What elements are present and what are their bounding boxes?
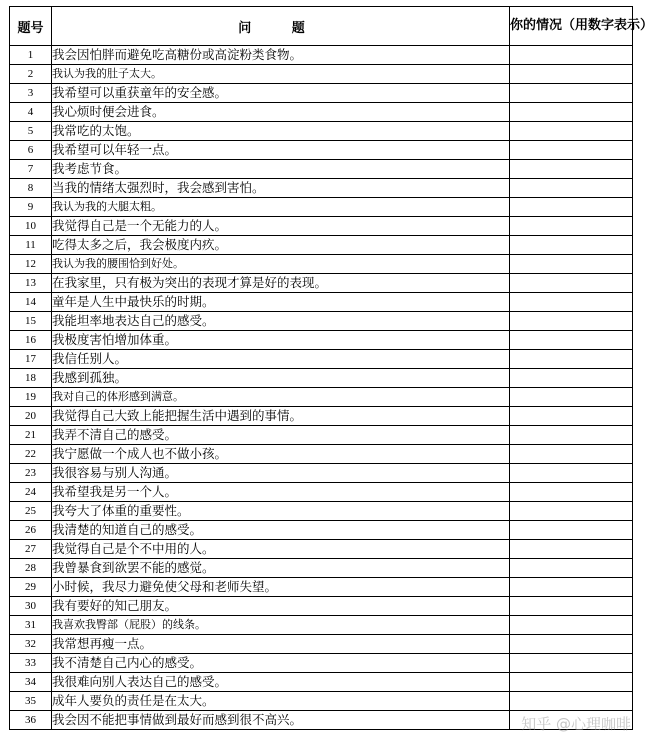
question-text: 我弄不清自己的感受。 (52, 426, 510, 445)
answer-cell[interactable] (510, 84, 633, 103)
table-row (10, 331, 633, 350)
table-row (10, 692, 633, 711)
question-text: 我对自己的体形感到满意。 (52, 388, 510, 407)
table-row (10, 388, 633, 407)
answer-cell[interactable] (510, 445, 633, 464)
question-number: 21 (10, 426, 52, 445)
table-row (10, 217, 633, 236)
answer-cell[interactable] (510, 578, 633, 597)
question-rows (10, 46, 633, 730)
header-question: 问 题 (52, 7, 510, 46)
answer-cell[interactable] (510, 654, 633, 673)
question-text: 我常吃的太饱。 (52, 122, 510, 141)
question-text: 我宁愿做一个成人也不做小孩。 (52, 445, 510, 464)
table-row (10, 369, 633, 388)
question-text: 我认为我的腰围恰到好处。 (52, 255, 510, 274)
table-row (10, 616, 633, 635)
question-text: 我心烦时便会进食。 (52, 103, 510, 122)
answer-cell[interactable] (510, 141, 633, 160)
question-text: 我很难向别人表达自己的感受。 (52, 673, 510, 692)
question-text: 我觉得自己是一个无能力的人。 (52, 217, 510, 236)
table-row (10, 198, 633, 217)
table-row (10, 654, 633, 673)
header-number: 题号 (10, 7, 52, 46)
question-text: 我能坦率地表达自己的感受。 (52, 312, 510, 331)
table-row (10, 673, 633, 692)
answer-cell[interactable] (510, 312, 633, 331)
questionnaire-table (9, 6, 653, 730)
answer-cell[interactable] (510, 350, 633, 369)
question-number: 33 (10, 654, 52, 673)
answer-cell[interactable] (510, 217, 633, 236)
table-row (10, 65, 633, 84)
answer-cell[interactable] (510, 274, 633, 293)
answer-cell[interactable] (510, 521, 633, 540)
question-text: 我希望可以年轻一点。 (52, 141, 510, 160)
answer-cell[interactable] (510, 103, 633, 122)
answer-cell[interactable] (510, 369, 633, 388)
answer-cell[interactable] (510, 502, 633, 521)
question-number: 2 (10, 65, 52, 84)
question-text: 我觉得自己是个不中用的人。 (52, 540, 510, 559)
question-number: 5 (10, 122, 52, 141)
question-text: 我很容易与别人沟通。 (52, 464, 510, 483)
question-number: 13 (10, 274, 52, 293)
question-text: 我考虑节食。 (52, 160, 510, 179)
question-text: 小时候，我尽力避免使父母和老师失望。 (52, 578, 510, 597)
question-text: 我常想再瘦一点。 (52, 635, 510, 654)
answer-cell[interactable] (510, 122, 633, 141)
question-number: 26 (10, 521, 52, 540)
question-number: 7 (10, 160, 52, 179)
question-number: 1 (10, 46, 52, 65)
answer-cell[interactable] (510, 483, 633, 502)
table-row (10, 407, 633, 426)
table-row (10, 559, 633, 578)
question-text: 吃得太多之后，我会极度内疚。 (52, 236, 510, 255)
question-number: 11 (10, 236, 52, 255)
table-row (10, 502, 633, 521)
question-number: 25 (10, 502, 52, 521)
table-row (10, 293, 633, 312)
question-text: 我不清楚自己内心的感受。 (52, 654, 510, 673)
table-row (10, 122, 633, 141)
question-text: 我认为我的肚子太大。 (52, 65, 510, 84)
question-number: 34 (10, 673, 52, 692)
table-row (10, 445, 633, 464)
table-row (10, 312, 633, 331)
question-number: 29 (10, 578, 52, 597)
answer-cell[interactable] (510, 179, 633, 198)
header-row (10, 7, 633, 46)
answer-cell[interactable] (510, 616, 633, 635)
question-number: 4 (10, 103, 52, 122)
answer-cell[interactable] (510, 597, 633, 616)
question-text: 我希望可以重获童年的安全感。 (52, 84, 510, 103)
table-row (10, 84, 633, 103)
question-number: 31 (10, 616, 52, 635)
table-row (10, 179, 633, 198)
table-row (10, 483, 633, 502)
question-number: 8 (10, 179, 52, 198)
answer-cell[interactable] (510, 426, 633, 445)
question-text: 我感到孤独。 (52, 369, 510, 388)
answer-cell[interactable] (510, 673, 633, 692)
question-number: 27 (10, 540, 52, 559)
question-text: 我极度害怕增加体重。 (52, 331, 510, 350)
question-text: 成年人要负的责任是在太大。 (52, 692, 510, 711)
answer-cell[interactable] (510, 388, 633, 407)
question-text: 我认为我的大腿太粗。 (52, 198, 510, 217)
question-text: 我喜欢我臀部（屁股）的线条。 (52, 616, 510, 635)
answer-cell[interactable] (510, 46, 633, 65)
question-text: 我会因不能把事情做到最好而感到很不高兴。 (52, 711, 510, 730)
answer-cell[interactable] (510, 635, 633, 654)
table-row (10, 103, 633, 122)
question-number: 14 (10, 293, 52, 312)
question-number: 19 (10, 388, 52, 407)
question-number: 12 (10, 255, 52, 274)
question-text: 我觉得自己大致上能把握生活中遇到的事情。 (52, 407, 510, 426)
question-number: 18 (10, 369, 52, 388)
question-number: 35 (10, 692, 52, 711)
question-text: 我信任别人。 (52, 350, 510, 369)
question-text: 童年是人生中最快乐的时期。 (52, 293, 510, 312)
answer-cell[interactable] (510, 236, 633, 255)
table-row (10, 540, 633, 559)
table-row (10, 274, 633, 293)
question-text: 我希望我是另一个人。 (52, 483, 510, 502)
answer-cell[interactable] (510, 293, 633, 312)
question-number: 15 (10, 312, 52, 331)
question-number: 17 (10, 350, 52, 369)
question-number: 24 (10, 483, 52, 502)
table-row (10, 597, 633, 616)
question-text: 在我家里，只有极为突出的表现才算是好的表现。 (52, 274, 510, 293)
question-text: 我会因怕胖而避免吃高糖份或高淀粉类食物。 (52, 46, 510, 65)
question-text: 当我的情绪太强烈时，我会感到害怕。 (52, 179, 510, 198)
question-number: 23 (10, 464, 52, 483)
table-row (10, 350, 633, 369)
answer-cell[interactable] (510, 464, 633, 483)
question-number: 3 (10, 84, 52, 103)
watermark: 知乎 @心理咖啡 (521, 715, 631, 733)
answer-cell[interactable] (510, 255, 633, 274)
table-row (10, 578, 633, 597)
answer-cell[interactable] (510, 540, 633, 559)
header-answer: 你的情况（用数字表示） (510, 7, 633, 46)
answer-cell[interactable] (510, 65, 633, 84)
answer-cell[interactable] (510, 407, 633, 426)
answer-cell[interactable] (510, 559, 633, 578)
table-row (10, 635, 633, 654)
answer-cell[interactable] (510, 692, 633, 711)
table-row (10, 236, 633, 255)
question-number: 30 (10, 597, 52, 616)
question-number: 6 (10, 141, 52, 160)
table-row (10, 464, 633, 483)
question-text: 我夸大了体重的重要性。 (52, 502, 510, 521)
table-row (10, 160, 633, 179)
question-number: 22 (10, 445, 52, 464)
question-number: 32 (10, 635, 52, 654)
answer-cell[interactable] (510, 160, 633, 179)
question-number: 20 (10, 407, 52, 426)
question-text: 我清楚的知道自己的感受。 (52, 521, 510, 540)
question-number: 16 (10, 331, 52, 350)
question-number: 9 (10, 198, 52, 217)
question-number: 28 (10, 559, 52, 578)
question-text: 我曾暴食到欲罢不能的感觉。 (52, 559, 510, 578)
question-text: 我有要好的知己朋友。 (52, 597, 510, 616)
table-row (10, 426, 633, 445)
answer-cell[interactable] (510, 331, 633, 350)
answer-cell[interactable] (510, 198, 633, 217)
table-row (10, 255, 633, 274)
table-row (10, 46, 633, 65)
table-row (10, 141, 633, 160)
table-row (10, 521, 633, 540)
question-number: 36 (10, 711, 52, 730)
question-number: 10 (10, 217, 52, 236)
